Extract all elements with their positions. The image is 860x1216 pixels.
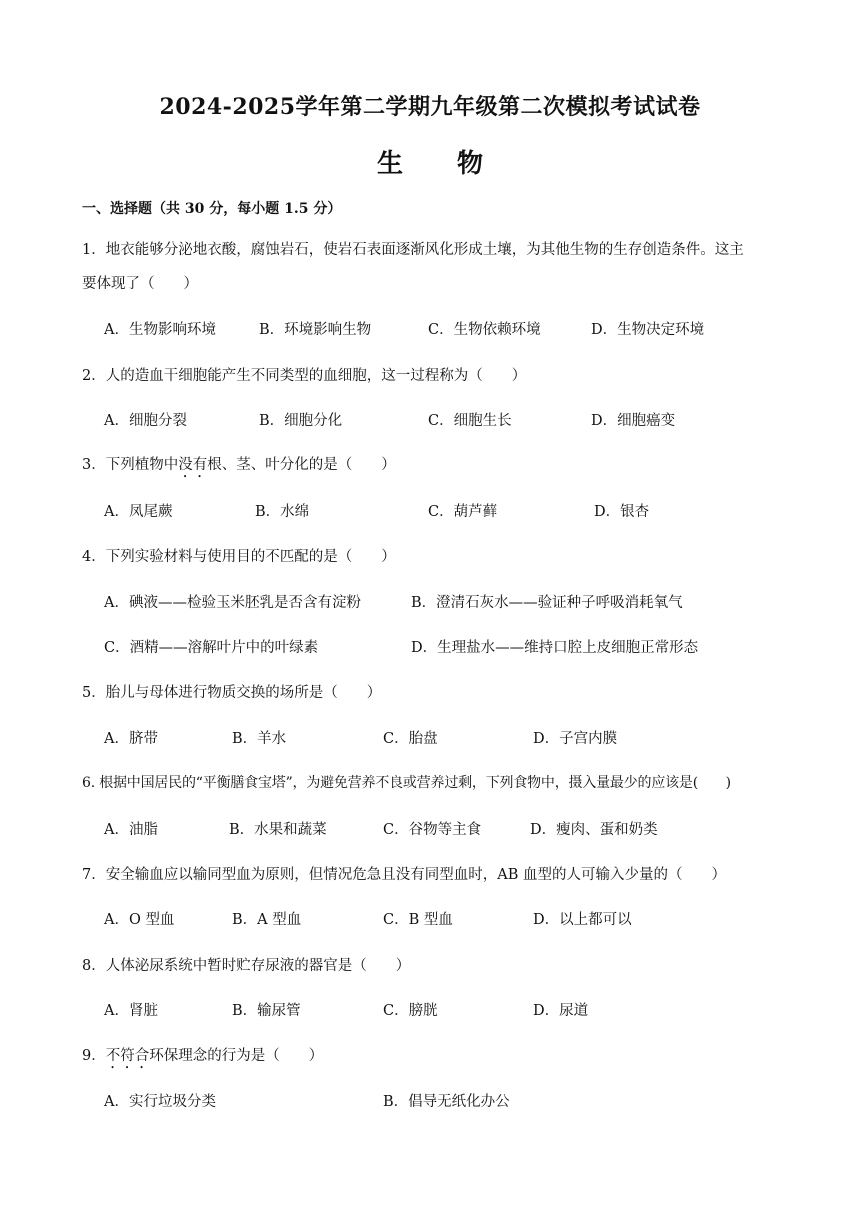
question-3-stem xyxy=(82,453,396,481)
question-9-option-a[interactable]: A．实行垃圾分类 xyxy=(104,1094,216,1110)
question-6-option-d[interactable]: D．瘦肉、蛋和奶类 xyxy=(530,822,658,838)
question-7-option-a[interactable]: A．O 型血 xyxy=(104,912,175,928)
question-9-stem-post: 环保理念的行为是（ ） xyxy=(149,1048,324,1064)
question-9-stem-emphasis: 不符合 xyxy=(105,1048,150,1064)
question-6-option-b[interactable]: B．水果和蔬菜 xyxy=(229,822,327,838)
question-3-stem-post: 根、茎、叶分化的是（ ） xyxy=(207,457,396,473)
question-8-option-d[interactable]: D．尿道 xyxy=(533,1003,589,1019)
subject-title: 生物 xyxy=(376,149,537,179)
question-6-option-c[interactable]: C．谷物等主食 xyxy=(383,822,482,838)
question-4-stem: 4．下列实验材料与使用目的不匹配的是（ ） xyxy=(82,549,396,565)
question-3-stem-pre: 3．下列植物中 xyxy=(82,457,179,473)
question-4-option-b[interactable]: B．澄清石灰水——验证种子呼吸消耗氧气 xyxy=(411,595,683,611)
question-3-option-c[interactable]: C．葫芦藓 xyxy=(428,504,498,520)
question-4-option-c[interactable]: C．酒精——溶解叶片中的叶绿素 xyxy=(104,640,319,656)
question-1-stem-cont: 要体现了（ ） xyxy=(82,276,198,292)
question-5-option-b[interactable]: B．羊水 xyxy=(232,731,287,747)
question-8-stem: 8．人体泌尿系统中暂时贮存尿液的器官是（ ） xyxy=(82,958,411,974)
question-4-option-d[interactable]: D．生理盐水——维持口腔上皮细胞正常形态 xyxy=(411,640,699,656)
question-1-option-b[interactable]: B．环境影响生物 xyxy=(259,322,372,338)
question-8-option-a[interactable]: A．肾脏 xyxy=(104,1003,158,1019)
question-4-option-a[interactable]: A．碘液——检验玉米胚乳是否含有淀粉 xyxy=(104,595,361,611)
question-1-stem: 1．地衣能够分泌地衣酸，腐蚀岩石，使岩石表面逐渐风化形成土壤，为其他生物的生存创造条件。这主 xyxy=(82,242,744,258)
question-7-option-c[interactable]: C．B 型血 xyxy=(383,912,453,928)
question-2-option-d[interactable]: D．细胞癌变 xyxy=(591,413,676,429)
question-7-option-d[interactable]: D．以上都可以 xyxy=(533,912,632,928)
question-1-option-c[interactable]: C．生物依赖环境 xyxy=(428,322,541,338)
question-7-option-b[interactable]: B．A 型血 xyxy=(232,912,302,928)
question-2-option-b[interactable]: B．细胞分化 xyxy=(259,413,343,429)
question-9-option-b[interactable]: B．倡导无纸化办公 xyxy=(383,1094,510,1110)
exam-title: 2024-2025学年第二学期九年级第二次模拟考试试卷 xyxy=(159,94,701,120)
question-8-option-b[interactable]: B．输尿管 xyxy=(232,1003,301,1019)
question-8-option-c[interactable]: C．膀胱 xyxy=(383,1003,438,1019)
question-5-option-a[interactable]: A．脐带 xyxy=(104,731,158,747)
question-6-stem: 6. 根据中国居民的“平衡膳食宝塔”，为避免营养不良或营养过剩，下列食物中，摄入量最少的应该是( ) xyxy=(82,775,731,791)
question-2-option-a[interactable]: A．细胞分裂 xyxy=(104,413,187,429)
question-6-option-a[interactable]: A．油脂 xyxy=(104,822,158,838)
question-2-option-c[interactable]: C．细胞生长 xyxy=(428,413,512,429)
section-heading: 一、选择题（共 30 分，每小题 1.5 分） xyxy=(82,201,342,217)
question-5-option-c[interactable]: C．胎盘 xyxy=(383,731,438,747)
question-3-option-a[interactable]: A．凤尾蕨 xyxy=(104,504,173,520)
question-1-option-d[interactable]: D．生物决定环境 xyxy=(591,322,705,338)
question-5-stem: 5．胎儿与母体进行物质交换的场所是（ ） xyxy=(82,685,382,701)
question-3-stem-emphasis: 没有 xyxy=(178,457,208,473)
question-9-stem xyxy=(82,1044,323,1072)
question-1-option-a[interactable]: A．生物影响环境 xyxy=(104,322,216,338)
question-9-stem-pre: 9． xyxy=(82,1048,106,1064)
question-3-option-d[interactable]: D．银杏 xyxy=(594,504,650,520)
question-2-stem: 2．人的造血干细胞能产生不同类型的血细胞，这一过程称为（ ） xyxy=(82,368,527,384)
question-7-stem: 7．安全输血应以输同型血为原则，但情况危急且没有同型血时，AB 血型的人可输入少量的（ ） xyxy=(82,867,726,883)
question-3-option-b[interactable]: B．水绵 xyxy=(255,504,310,520)
question-5-option-d[interactable]: D．子宫内膜 xyxy=(533,731,618,747)
